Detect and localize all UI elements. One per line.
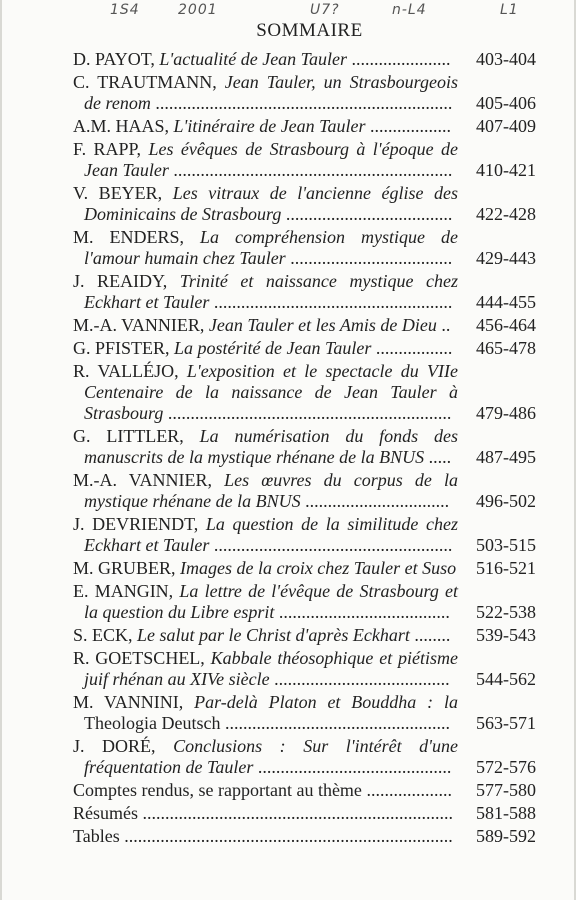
toc-pages: 479-486 bbox=[476, 403, 536, 423]
toc-entries bbox=[73, 49, 536, 847]
toc-pages: 429-443 bbox=[476, 248, 536, 268]
toc-pages: 544-562 bbox=[476, 669, 536, 689]
dot-leader: ...................... bbox=[347, 49, 451, 69]
toc-author: Résumés bbox=[73, 803, 138, 823]
toc-title: La lettre de l'évêque de Strasbourg et la question du Libre esprit bbox=[84, 581, 459, 622]
toc-title: Jean Tauler et les Amis de Dieu bbox=[208, 315, 437, 335]
toc-entry bbox=[73, 692, 536, 734]
toc-title: La postérité de Jean Tauler bbox=[174, 338, 372, 358]
toc-entry bbox=[73, 271, 536, 313]
table-of-contents bbox=[73, 20, 536, 849]
dot-leader: .................................... bbox=[285, 248, 453, 268]
toc-entry bbox=[73, 338, 536, 359]
toc-title: Les évêques de Strasbourg à l'époque de Jean Tauler bbox=[84, 139, 459, 180]
toc-entry bbox=[73, 558, 536, 579]
dot-leader: ................... bbox=[361, 780, 452, 800]
toc-author: Comptes rendus, se rapportant au thème bbox=[73, 780, 362, 800]
toc-entry bbox=[73, 183, 536, 225]
toc-pages: 563-571 bbox=[476, 713, 536, 733]
dot-leader: .............................................................. bbox=[168, 160, 453, 180]
toc-author: M. GRUBER, bbox=[73, 558, 176, 578]
toc-author: C. TRAUTMANN, bbox=[73, 72, 217, 92]
toc-pages: 581-588 bbox=[476, 803, 536, 823]
dot-leader: ........ bbox=[409, 625, 451, 645]
toc-author: V. BEYER, bbox=[73, 183, 163, 203]
toc-title: L'actualité de Jean Tauler bbox=[159, 49, 348, 69]
toc-author: S. ECK, bbox=[73, 625, 133, 645]
dot-leader: .................................................. bbox=[220, 713, 450, 733]
toc-entry bbox=[73, 361, 536, 424]
toc-author: R. VALLÉJO, bbox=[73, 361, 179, 381]
toc-entry bbox=[73, 803, 536, 824]
handwritten-note: 2001 bbox=[178, 2, 218, 18]
handwritten-note: L1 bbox=[500, 2, 519, 18]
dot-leader: ................. bbox=[371, 338, 453, 358]
toc-pages: 410-421 bbox=[476, 160, 536, 180]
toc-title: La numérisation du fonds des manuscrits de la mystique rhénane de la BNUS bbox=[84, 426, 459, 467]
handwritten-note: U7? bbox=[310, 2, 340, 18]
toc-pages: 487-495 bbox=[476, 447, 536, 467]
toc-pages: 589-592 bbox=[476, 826, 536, 846]
toc-title: Le salut par le Christ d'après Eckhart bbox=[137, 625, 410, 645]
toc-pages: 405-406 bbox=[476, 93, 536, 113]
toc-pages: 456-464 bbox=[476, 315, 536, 335]
toc-entry bbox=[73, 581, 536, 623]
toc-entry bbox=[73, 736, 536, 778]
toc-pages: 522-538 bbox=[476, 602, 536, 622]
handwritten-note: 1S4 bbox=[110, 2, 140, 18]
dot-leader: .. bbox=[436, 315, 451, 335]
dot-leader: ..................................................................... bbox=[138, 803, 453, 823]
dot-leader: ...................................... bbox=[274, 602, 450, 622]
toc-author: J. DEVRIENDT, bbox=[73, 514, 199, 534]
toc-title: Les vitraux de l'ancienne église des Dominicains de Strasbourg bbox=[84, 183, 459, 224]
dot-leader: ............................................................... bbox=[163, 403, 452, 423]
dot-leader: ......................................................................... bbox=[119, 826, 453, 846]
toc-entry bbox=[73, 116, 536, 137]
toc-title: L'itinéraire de Jean Tauler bbox=[173, 116, 366, 136]
toc-entry bbox=[73, 227, 536, 269]
toc-entry bbox=[73, 72, 536, 114]
toc-author: E. MANGIN, bbox=[73, 581, 174, 601]
toc-author: G. LITTLER, bbox=[73, 426, 184, 446]
toc-pages: 465-478 bbox=[476, 338, 536, 358]
dot-leader: ........................................... bbox=[253, 757, 452, 777]
toc-pages: 403-404 bbox=[476, 49, 536, 69]
toc-entry bbox=[73, 139, 536, 181]
toc-author: M.-A. VANNIER, bbox=[73, 315, 205, 335]
handwritten-notes bbox=[100, 0, 540, 22]
dot-leader: ..... bbox=[424, 447, 452, 467]
toc-author: A.M. HAAS, bbox=[73, 116, 170, 136]
toc-title: Les œuvres du corpus de la mystique rhénane de la BNUS bbox=[84, 470, 459, 511]
dot-leader: ....................................... bbox=[269, 669, 450, 689]
toc-pages: 503-515 bbox=[476, 535, 536, 555]
toc-author: G. PFISTER, bbox=[73, 338, 170, 358]
scan-edge-left bbox=[0, 0, 2, 900]
toc-pages: 407-409 bbox=[476, 116, 536, 136]
toc-entry bbox=[73, 514, 536, 556]
toc-pages: 496-502 bbox=[476, 491, 536, 511]
toc-entry bbox=[73, 426, 536, 468]
toc-author: M.-A. VANNIER, bbox=[73, 470, 212, 490]
toc-title: La question de la similitude chez Eckhart et Tauler bbox=[84, 514, 458, 555]
toc-author: R. GOETSCHEL, bbox=[73, 648, 205, 668]
toc-entry bbox=[73, 625, 536, 646]
dot-leader: ..................................................... bbox=[209, 535, 453, 555]
toc-pages: 444-455 bbox=[476, 292, 536, 312]
toc-entry bbox=[73, 315, 536, 336]
toc-entry bbox=[73, 780, 536, 801]
toc-title: La compréhension mystique de l'amour humain chez Tauler bbox=[84, 227, 459, 268]
toc-title: Conclusions : Sur l'intérêt d'une fréquentation de Tauler bbox=[84, 736, 459, 777]
toc-entry bbox=[73, 470, 536, 512]
dot-leader: .................................................................. bbox=[150, 93, 453, 113]
toc-pages: 422-428 bbox=[476, 204, 536, 224]
toc-author: Tables bbox=[73, 826, 120, 846]
dot-leader: ................................ bbox=[300, 491, 450, 511]
dot-leader: .................. bbox=[365, 116, 452, 136]
toc-pages: 516-521 bbox=[476, 558, 536, 578]
toc-title-roman: Theologia Deutsch bbox=[84, 713, 221, 733]
toc-author: D. PAYOT, bbox=[73, 49, 155, 69]
toc-title: Par-delà Platon et Bouddha : la bbox=[194, 692, 459, 712]
toc-author: F. RAPP, bbox=[73, 139, 142, 159]
toc-entry bbox=[73, 49, 536, 70]
toc-entry bbox=[73, 826, 536, 847]
toc-title: Jean Tauler, un Strasbourgeois de renom bbox=[84, 72, 458, 113]
dot-leader: ..................................................... bbox=[209, 292, 453, 312]
toc-pages: 539-543 bbox=[476, 625, 536, 645]
toc-title: L'exposition et le spectacle du VIIe Centenaire de la naissance de Jean Tauler à Strasbourg bbox=[84, 361, 459, 423]
toc-title: Kabbale théosophique et piétisme juif rhénan au XIVe siècle bbox=[84, 648, 459, 689]
toc-entry bbox=[73, 648, 536, 690]
toc-pages: 577-580 bbox=[476, 780, 536, 800]
toc-title: Trinité et naissance mystique chez Eckhart et Tauler bbox=[84, 271, 458, 312]
toc-pages: 572-576 bbox=[476, 757, 536, 777]
toc-author: M. ENDERS, bbox=[73, 227, 185, 247]
toc-title: Images de la croix chez Tauler et Suso bbox=[180, 558, 457, 578]
toc-author: M. VANNINI, bbox=[73, 692, 184, 712]
dot-leader: ..................................... bbox=[281, 204, 453, 224]
handwritten-note: n-L4 bbox=[392, 2, 427, 18]
toc-author: J. DORÉ, bbox=[73, 736, 156, 756]
page-title: SOMMAIRE bbox=[256, 20, 363, 41]
toc-author: J. REAIDY, bbox=[73, 271, 168, 291]
